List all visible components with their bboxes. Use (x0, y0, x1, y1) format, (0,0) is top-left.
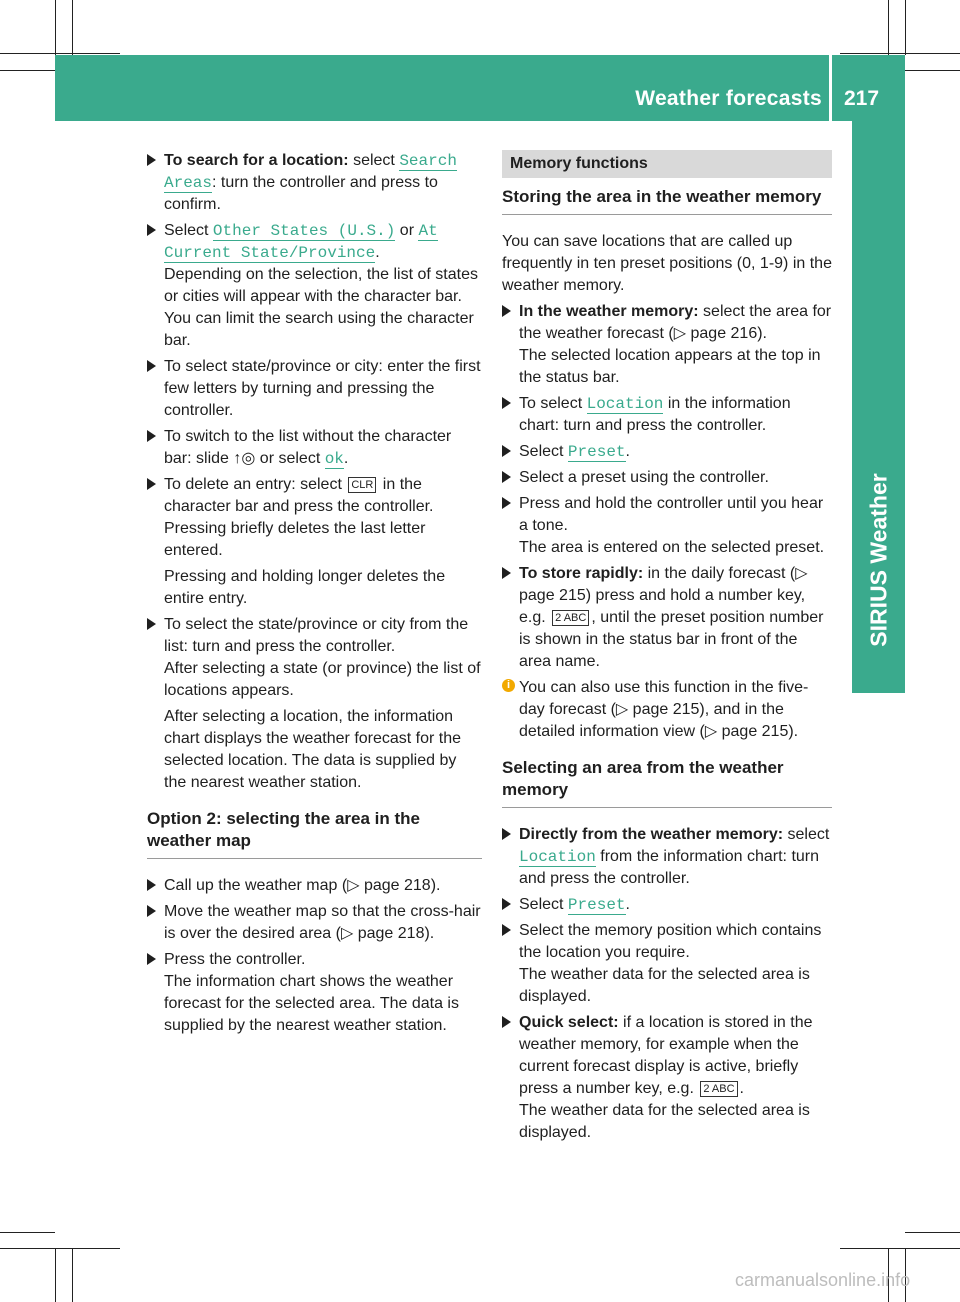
arrow-icon (147, 953, 156, 965)
crop-mark (905, 1232, 960, 1233)
arrow-icon (502, 924, 511, 936)
step-text: To delete an entry: select (164, 476, 347, 493)
section-tab-label: SIRIUS Weather (865, 473, 892, 647)
step-label: In the weather memory: (519, 303, 699, 320)
step-item (502, 393, 832, 437)
arrow-icon (147, 478, 156, 490)
arrow-icon (502, 397, 511, 409)
step-item (147, 426, 482, 470)
step-result: The information chart shows the weather forecast for the selected area. The data is supplied by the nearest weather station. (164, 973, 459, 1034)
menu-item-location: Location (586, 395, 664, 413)
step-item (147, 614, 482, 794)
crop-mark (0, 1232, 55, 1233)
step-item (147, 474, 482, 610)
step-item (147, 901, 482, 945)
step-item (502, 441, 832, 463)
step-item (502, 824, 832, 890)
step-item (502, 894, 832, 916)
step-text: To select (519, 395, 587, 412)
step-text: if a location is stored in the weather memory, for example when the current forecast display is active, briefly press a number key, e.g. (519, 1014, 813, 1097)
step-text: Select the memory position which contains the location you require. (519, 922, 822, 961)
arrow-icon (147, 905, 156, 917)
number-key-icon: 2 ABC (700, 1081, 737, 1097)
step-text: To switch to the list without the character bar: slide (164, 428, 452, 467)
paragraph: You can save locations that are called up frequently in ten preset positions (0, 1-9) in the weather memory. (502, 233, 832, 294)
arrow-icon (502, 305, 511, 317)
step-text: To select state/province or city: enter the first few letters by turning and pressing the controller. (164, 358, 481, 419)
info-note (502, 677, 832, 743)
step-text: . (343, 450, 349, 467)
divider (502, 807, 832, 808)
step-result: The weather data for the selected area is displayed. (519, 966, 810, 1005)
step-label: To store rapidly: (519, 565, 644, 582)
watermark: carmanualsonline.info (735, 1270, 911, 1290)
clear-key-icon: CLR (348, 477, 376, 493)
section-heading: Option 2: selecting the area in the weather map (147, 809, 420, 850)
step-item (147, 220, 482, 352)
step-text: Press the controller. (164, 951, 306, 968)
step-result: The weather data for the selected area is displayed. (519, 1102, 810, 1141)
step-item (502, 1012, 832, 1144)
step-item (147, 875, 482, 897)
menu-item-search-areas: Search Areas (164, 152, 457, 192)
arrow-icon (502, 445, 511, 457)
crop-mark (0, 53, 120, 54)
step-item (502, 301, 832, 389)
number-key-icon: 2 ABC (552, 610, 589, 626)
step-result: Pressing and holding longer deletes the entire entry. (164, 568, 446, 607)
arrow-icon (502, 567, 511, 579)
divider (502, 214, 832, 215)
step-text: Press and hold the controller until you hear a tone. (519, 495, 824, 534)
menu-item-preset: Preset (567, 896, 626, 914)
step-item (502, 563, 832, 673)
step-text: in the information chart: turn and press the controller. (519, 395, 791, 434)
crop-mark (72, 1248, 73, 1302)
page-title: Weather forecasts (635, 87, 822, 110)
arrow-icon (502, 497, 511, 509)
step-result: Depending on the selection, the list of states or cities will appear with the character bar. You can limit the search using the character bar. (164, 266, 478, 349)
step-result: The selected location appears at the top in the status bar. (519, 347, 821, 386)
page-number: 217 (844, 87, 880, 110)
menu-item-other-states: Other States (U.S.) (212, 222, 396, 240)
crop-mark (840, 1248, 960, 1249)
step-text: Select a preset using the controller. (519, 469, 769, 486)
step-text: To select the state/province or city from the list: turn and press the controller. (164, 616, 469, 655)
step-label: Quick select: (519, 1014, 619, 1031)
arrow-icon (147, 618, 156, 630)
step-text: Select (519, 443, 568, 460)
controller-slide-icon: ↑◎ (233, 450, 256, 467)
section-heading: Storing the area in the weather memory (502, 187, 822, 206)
step-result: The area is entered on the selected preset. (519, 539, 825, 556)
step-text: Select (164, 222, 213, 239)
step-label: To search for a location: (164, 152, 349, 169)
menu-item-ok: ok (324, 450, 344, 468)
step-label: Directly from the weather memory: (519, 826, 784, 843)
info-icon: i (502, 679, 515, 692)
step-text: select (783, 826, 830, 843)
arrow-icon (502, 828, 511, 840)
step-result: Pressing briefly deletes the last letter entered. (164, 520, 426, 559)
arrow-icon (502, 1016, 511, 1028)
crop-mark (840, 53, 960, 54)
step-text: . (625, 443, 630, 460)
step-item (147, 949, 482, 1037)
menu-item-current-state: At Current State/Province (164, 222, 438, 262)
step-text: : turn the controller and press to confirm. (164, 174, 438, 213)
step-item (502, 920, 832, 1008)
step-text: . (739, 1080, 744, 1097)
info-text: You can also use this function in the five-day forecast (▷ page 215), and in the detailed information view (▷ page 215). (519, 679, 809, 740)
step-item (147, 356, 482, 422)
step-text: Select (519, 896, 568, 913)
arrow-icon (147, 360, 156, 372)
menu-item-location: Location (519, 848, 596, 866)
crop-mark (0, 70, 55, 71)
section-heading: Selecting an area from the weather memory (502, 758, 784, 799)
step-text: select the area for the weather forecast (▷ page 216). (519, 303, 832, 342)
step-item (502, 493, 832, 559)
step-text: in the character bar and press the controller. (164, 476, 434, 515)
section-heading-shaded: Memory functions (502, 150, 832, 178)
arrow-icon (502, 898, 511, 910)
step-text: Move the weather map so that the cross-hair is over the desired area (▷ page 218). (164, 903, 481, 942)
arrow-icon (147, 879, 156, 891)
step-text: Call up the weather map (▷ page 218). (164, 877, 441, 894)
crop-mark (888, 0, 889, 55)
crop-mark (905, 70, 960, 71)
arrow-icon (147, 430, 156, 442)
crop-mark (55, 1248, 56, 1302)
crop-mark (72, 0, 73, 55)
step-result: After selecting a location, the information chart displays the weather forecast for the selected location. The data is supplied by the nearest weather station. (164, 708, 462, 791)
arrow-icon (147, 224, 156, 236)
step-result: After selecting a state (or province) the list of locations appears. (164, 660, 481, 699)
step-text: or select (255, 450, 325, 467)
left-column (147, 150, 482, 1041)
menu-item-preset: Preset (567, 443, 626, 461)
step-text: , until the preset position number is shown in the status bar in front of the area name. (519, 609, 824, 670)
step-item (147, 150, 482, 216)
crop-mark (0, 1248, 120, 1249)
step-text: or (395, 222, 419, 239)
step-text: in the daily forecast (▷ page 215) press and hold a number key, e.g. (519, 565, 808, 626)
section-tab-marker (852, 648, 905, 693)
step-text: from the information chart: turn and press the controller. (519, 848, 820, 887)
right-column (502, 150, 832, 1148)
crop-mark (905, 0, 906, 55)
crop-mark (55, 0, 56, 55)
step-text: select (348, 152, 400, 169)
arrow-icon (147, 154, 156, 166)
step-item (502, 467, 832, 489)
step-text: . (375, 244, 380, 261)
divider (147, 858, 482, 859)
header-divider (829, 55, 832, 121)
arrow-icon (502, 471, 511, 483)
step-text: . (625, 896, 630, 913)
